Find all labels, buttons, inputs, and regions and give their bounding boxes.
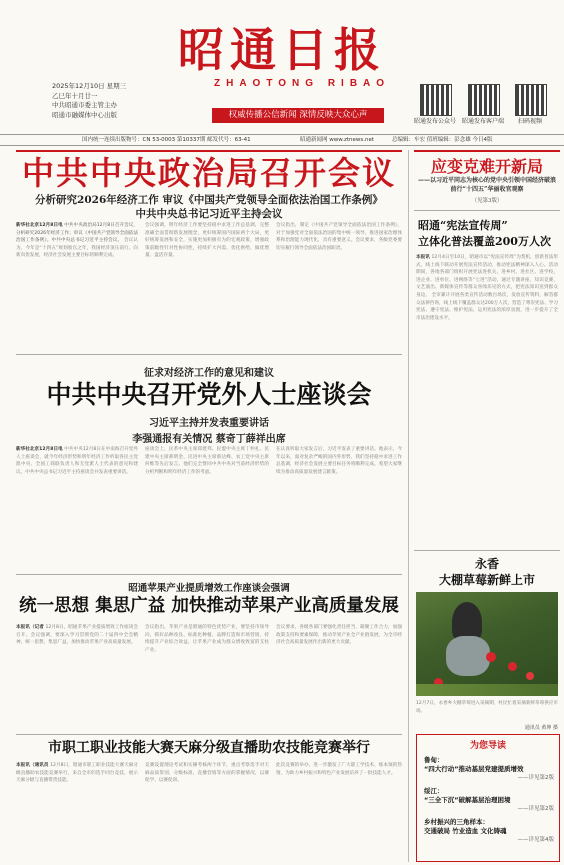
fourth-body-col2: 竞赛设置理论考试和实操考核两个环节，重点考察选手对天麻品质鉴别、分级标准、直播营销等方面的掌握情况，以赛促学、以赛促训。 xyxy=(145,763,269,784)
guide-title: 为您导读 xyxy=(469,741,506,751)
second-kicker: 征求对经济工作的意见和建议 xyxy=(144,368,274,379)
story2-headline-line2: 立体化普法覆盖200万人次 xyxy=(418,235,551,248)
right-deck-note: （见第3版） xyxy=(471,198,503,204)
photo-caption: 12月7日，永香乡大棚草莓进入采摘期，村民忙着采摘新鲜草莓供应市场。 xyxy=(416,701,558,714)
qr-code-icon[interactable] xyxy=(468,84,500,116)
photo-headline-line1: 永香 xyxy=(474,557,499,571)
fourth-body-col3: 此次竞赛的举办，进一步激发了广大职工学技术、练本领的热情，为助力乡村振兴和特色产业发展培养了一批技能人才。 xyxy=(276,763,402,776)
newspaper-logo: 昭通日报 xyxy=(178,23,386,77)
lead-body-col2: 会议强调，明年经济工作要坚持稳中求进工作总基调，完整准确全面贯彻新发展理念，更好统筹国内国际两个大局，更好统筹发展和安全，实施更加积极有为的宏观政策，增强政策前瞻性针对性协同性，持续扩大内需、优化供给，做优增量、盘活存量。 xyxy=(145,223,269,259)
divider xyxy=(16,734,402,735)
third-headline: 统一思想 集思广益 加快推动苹果产业高质量发展 xyxy=(19,596,399,616)
second-body-col3: 在认真听取大家发言后，习近平发表了重要讲话。他表示，今年以来，面对复杂严峻的国内外形势，我们坚持稳中求进工作总基调，经济社会发展主要目标任务将顺利完成。希望大家继续为推动高质量发展建言献策。 xyxy=(276,447,402,475)
qr-label: 昭通发布公众号 xyxy=(413,118,456,125)
plant-row xyxy=(416,684,558,696)
guide-item-title: 交通破局 竹业造血 文化铸魂 xyxy=(424,827,507,835)
story2-headline xyxy=(418,218,560,250)
story2-dateline: 本报讯 xyxy=(416,255,430,260)
fourth-headline: 市职工职业技能大赛天麻分级直播助农技能竞赛举行 xyxy=(48,740,370,756)
website-info: 昭通新闻网 www.ztnews.net xyxy=(300,137,375,143)
newspaper-logo-pinyin: ZHAOTONG RIBAO xyxy=(214,78,391,89)
person-body xyxy=(446,636,490,676)
photo-headline xyxy=(414,556,560,588)
strawberry-icon xyxy=(486,652,496,662)
divider xyxy=(16,574,402,575)
publication-info-bar xyxy=(0,134,564,146)
guide-item-title: 乡村振兴的三角样本： xyxy=(424,818,489,826)
third-body-col1: 本报讯（记者 12月8日，昭通苹果产业提质增效工作座谈会召开。会议强调，要深入学习贯彻党的二十届四中全会精神，统一思想、集思广益，加快推动苹果产业高质量发展。 xyxy=(16,625,138,646)
strawberry-icon xyxy=(508,662,517,671)
divider xyxy=(16,354,402,355)
second-headline: 中共中央召开党外人士座谈会 xyxy=(46,380,372,409)
lead-dateline: 新华社北京12月8日电 xyxy=(16,223,63,228)
guide-item-label: 绥江： xyxy=(424,787,444,795)
guide-item-page: ——详见第2版 xyxy=(517,806,554,812)
qr-label: 扫码视频 xyxy=(517,118,542,125)
lead-body-text: 中共中央政治局12月8日召开会议，分析研究2026年经济工作；审议《中国共产党领导全面依法治国工作条例》。中共中央总书记习近平主持会议。 xyxy=(16,223,138,244)
fourth-body-col1: 本报讯（通讯员 12月8日，昭通市职工职业技能大赛天麻分级直播助农技能竞赛举行，来自全市的选手同台竞技，展示天麻分级与直播带货技能。 xyxy=(16,763,138,784)
second-subdeck: 李强通报有关情况 蔡奇丁薛祥出席 xyxy=(132,434,286,445)
lead-body-col1: 新华社北京12月8日电 中共中央政治局12月8日召开会议，分析研究2026年经济工作；审议《中国共产党领导全面依法治国工作条例》。中共中央总书记习近平主持会议。 会议认为，今年是“十四五”规划收官之年，我国经济顶压前行、向新向优发展，经济社会发展主要目标将顺利完成。 xyxy=(16,223,138,259)
guide-item-title: “三全下沉”破解基层治理困境 xyxy=(424,796,511,804)
third-dateline: 本报讯（记者 xyxy=(16,625,44,630)
lead-body-col3: 会议指出，制定《中国共产党领导全面依法治国工作条例》，对于加强党对全面依法治国的集中统一领导，推进国家治理体系和治理能力现代化，具有重要意义。会议要求，各级党委要切实履行领导全面依法治国职责。 xyxy=(276,223,402,251)
strawberry-photo xyxy=(416,592,558,696)
second-body-col1: 新华社北京12月8日电 中共中央12月8日在中南海召开党外人士座谈会，就今年经济形势和明年经济工作听取各民主党派中央、全国工商联负责人和无党派人士代表的意见和建议。中共中央总书记习近平主持座谈会并发表重要讲话。 xyxy=(16,447,138,475)
publisher-line: 昭通市融媒体中心出版 xyxy=(52,110,117,119)
story2-body: 本报讯 12月4日至10日，昭通市以“宪法宣传周”为契机，创新普法形式，线上线下联动开展宪法宣传活动，推动宪法精神深入人心。活动期间，各地各部门组织开展宪法进机关、进乡村、进社区、进学校、进企业、进单位、进网络等“七进”活动，通过专题讲座、知识竞赛、文艺演出、新媒体宣传等群众喜闻乐见的方式，把宪法知识送到群众身边。 全市累计开展各类宣传活动数百场次，发放宣传资料，解答群众法律咨询，线上线下覆盖群众达200万人次，营造了尊崇宪法、学习宪法、遵守宪法、维护宪法、运用宪法的浓厚氛围，进一步提升了全市法治建设水平。 xyxy=(416,255,558,321)
guide-item-page: ——详见第2版 xyxy=(517,775,554,781)
sponsor-line: 中共昭通市委主管主办 xyxy=(52,101,117,109)
rule xyxy=(16,150,402,152)
guide-item[interactable] xyxy=(424,756,554,783)
story2-headline-line1: 昭通“宪法宣传周” xyxy=(418,219,508,232)
second-dateline: 新华社北京12月8日电 xyxy=(16,447,63,452)
second-deck: 习近平主持并发表重要讲话 xyxy=(149,418,269,429)
divider xyxy=(414,550,560,551)
right-headline: 应变克难开新局 xyxy=(430,157,543,176)
qr-code-icon[interactable] xyxy=(420,84,452,116)
guide-item[interactable] xyxy=(424,787,554,814)
rule xyxy=(414,150,560,152)
lead-deck: 分析研究2026年经济工作 审议《中国共产党领导全面依法治国工作条例》 xyxy=(35,194,383,206)
right-deck: ——以习近平同志为核心的党中央引领中国经济破浪前行“十四五”华丽收官观察 xyxy=(417,177,556,193)
guide-item[interactable] xyxy=(424,818,554,845)
lead-headline: 中共中央政治局召开会议 xyxy=(21,154,396,192)
photo-credit: 通讯员 黄坤 摄 xyxy=(524,725,558,731)
slogan-banner: 权威传播公信新闻 深情反映大众心声 xyxy=(212,108,384,123)
guide-list xyxy=(424,756,554,845)
third-body-col2: 会议指出，苹果产业是昭通的特色优势产业，要坚持市场导向，抓好品种改良、标准化种植、品牌打造和市场营销，持续提升产业综合效益，让苹果产业成为群众增收致富的支柱产业。 xyxy=(145,625,269,653)
divider xyxy=(414,210,560,211)
date-block xyxy=(52,82,126,120)
guide-item-title: “四大行动”推动基层党建提质增效 xyxy=(424,765,524,773)
qr-code-icon[interactable] xyxy=(515,84,547,116)
second-body-col2: 座谈会上，民革中央主席郑建邦、民盟中央主席丁仲礼、民建中央主席郝明金、民进中央主席蔡达峰、农工党中央主席何维等先后发言。他们完全赞同中共中央对当前经济形势的分析判断和明年经济工作的考虑。 xyxy=(145,447,269,475)
guide-item-label: 鲁甸： xyxy=(424,756,444,764)
lead-subdeck: 中共中央总书记习近平主持会议 xyxy=(135,208,283,220)
lunar-date-line: 乙巳年十月廿一 xyxy=(52,91,98,100)
date-line: 2025年12月10日 星期三 xyxy=(52,82,127,90)
fourth-dateline: 本报讯（通讯员 xyxy=(16,763,49,768)
strawberry-icon xyxy=(526,672,534,680)
masthead xyxy=(0,0,564,132)
issue-info: 国内统一连续出版物号：CN 53-0003 第10337期 邮发代号：63-41 xyxy=(82,137,251,143)
guide-item-page: ——详见第4版 xyxy=(517,837,554,843)
column-separator xyxy=(408,150,409,862)
qr-label: 昭通发布客户端 xyxy=(461,118,504,125)
editor-info: 总编辑：车宏 值班编辑：彭念雄 今日4版 xyxy=(392,137,493,143)
third-kicker: 昭通苹果产业提质增效工作座谈会强调 xyxy=(128,583,290,594)
third-body-col3: 会议要求，各级各部门要强化责任担当，凝聚工作合力，加强政策支持和要素保障，推动苹果产业全产业链发展，为全市经济社会高质量发展作出新的更大贡献。 xyxy=(276,625,402,646)
photo-headline-line2: 大棚草莓新鲜上市 xyxy=(438,573,535,587)
